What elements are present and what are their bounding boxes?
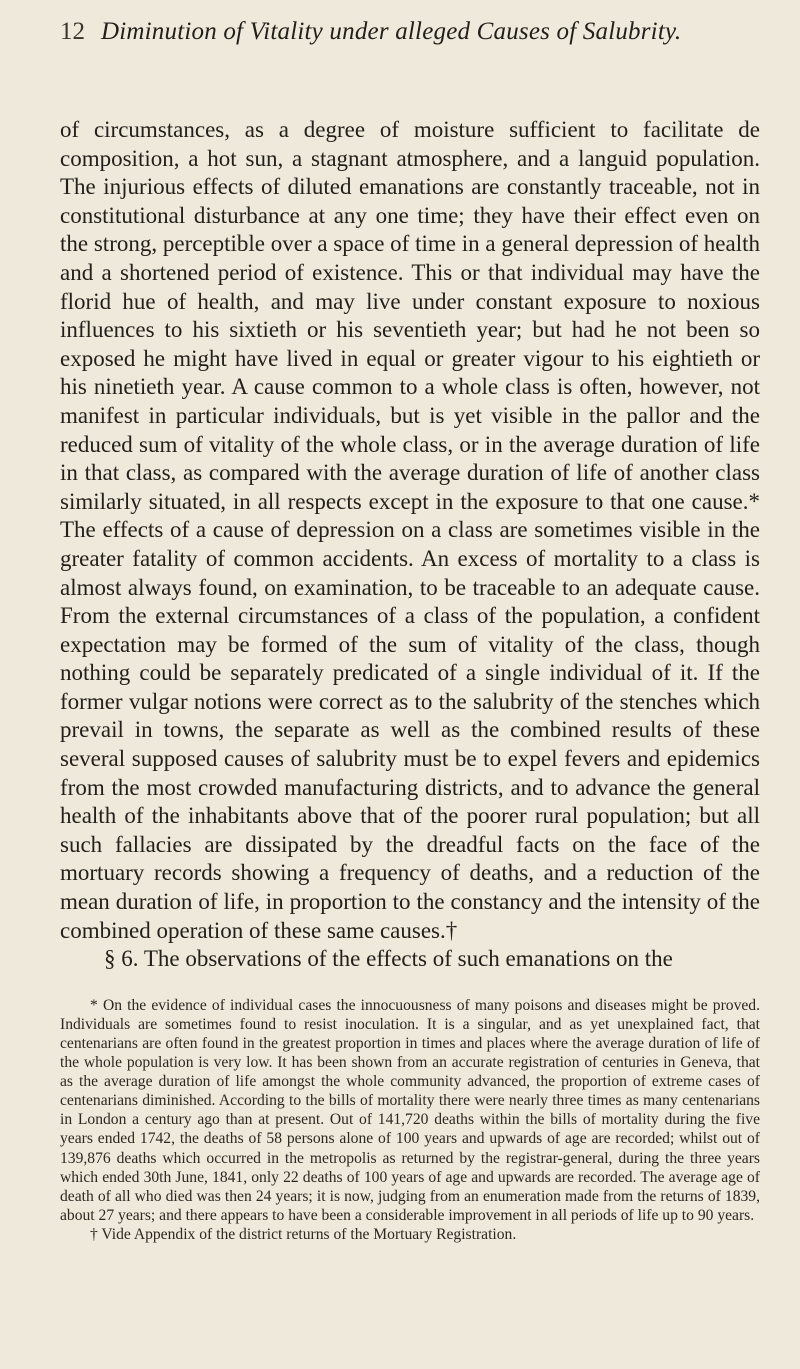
paragraph-section-6: § 6. The observations of the effects of such emanations on the: [104, 946, 673, 972]
running-title: Diminution of Vitality under alleged Causes of Salubrity.: [101, 18, 682, 45]
footnote-dagger: † Vide Appendix of the district returns of the Mortuary Registration.: [90, 1225, 517, 1243]
running-head: [60, 16, 760, 52]
footnote-asterisk: * On the evidence of individual cases the innocuousness of many poisons and diseases might be proved. Individuals are sometimes found to resist inoculation. It is a singular, and as yet unexplained fact, that centenarians are often found in the greatest proportion in times and places where the average duration of life of the whole population is very low. It has been shown from an accurate registration of centuries in Geneva, that as the average duration of life amongst the whole community advanced, the proportion of extreme cases of centenarians diminished. According to the bills of mortality there were nearly three times as many centenarians in London a century ago than at present. Out of 141,720 deaths within the bills of mortality during the five years ended 1742, the deaths of 58 persons alone of 100 years and upwards of age are recorded; whilst out of 139,876 deaths which occurred in the metropolis as returned by the registrar-general, during the three years which ended 30th June, 1841, only 22 deaths of 100 years of age and upwards are recorded. The average age of death of all who died was then 24 years; it is now, judging from an enumeration made from the returns of 1839, about 27 years; and there appears to have been a considerable improvement in all periods of life up to 90 years.: [60, 996, 760, 1224]
body-text: [60, 116, 760, 974]
paragraph-circumstances: of circumstances, as a degree of moisture sufficient to facilitate de composition, a hot sun, a stagnant atmosphere, and a languid population. The injurious effects of diluted emanations are constantly traceable, not in constitutional disturbance at any one time; they have their effect even on the strong, perceptible over a space of time in a general depression of health and a shortened period of existence. This or that individual may have the florid hue of health, and may live under constant exposure to noxious influences to his sixtieth or his seventieth year; but had he not been so exposed he might have lived in equal or greater vigour to his eightieth or his ninetieth year. A cause common to a whole class is often, however, not manifest in particular individuals, but is yet visible in the pallor and the reduced sum of vitality of the whole class, or in the average duration of life in that class, as compared with the average duration of life of another class similarly situated, in all respects except in the exposure to that one cause.* The effects of a cause of depression on a class are sometimes visible in the greater fatality of common accidents. An excess of mortality to a class is almost always found, on examination, to be traceable to an adequate cause. From the external circumstances of a class of the population, a confident expectation may be formed of the sum of vitality of the class, though nothing could be separately predicated of a single individual of it. If the former vulgar notions were correct as to the salubrity of the stenches which prevail in towns, the separate as well as the combined results of these several supposed causes of salubrity must be to expel fevers and epidemics from the most crowded manufacturing districts, and to advance the general health of the inhabitants above that of the poorer rural population; but all such fallacies are dissipated by the dreadful facts on the face of the mortuary records showing a frequency of deaths, and a reduction of the mean duration of life, in proportion to the constancy and the intensity of the combined operation of these same causes.†: [60, 117, 760, 943]
page-number: 12: [60, 18, 85, 45]
footnotes: [60, 996, 760, 1244]
